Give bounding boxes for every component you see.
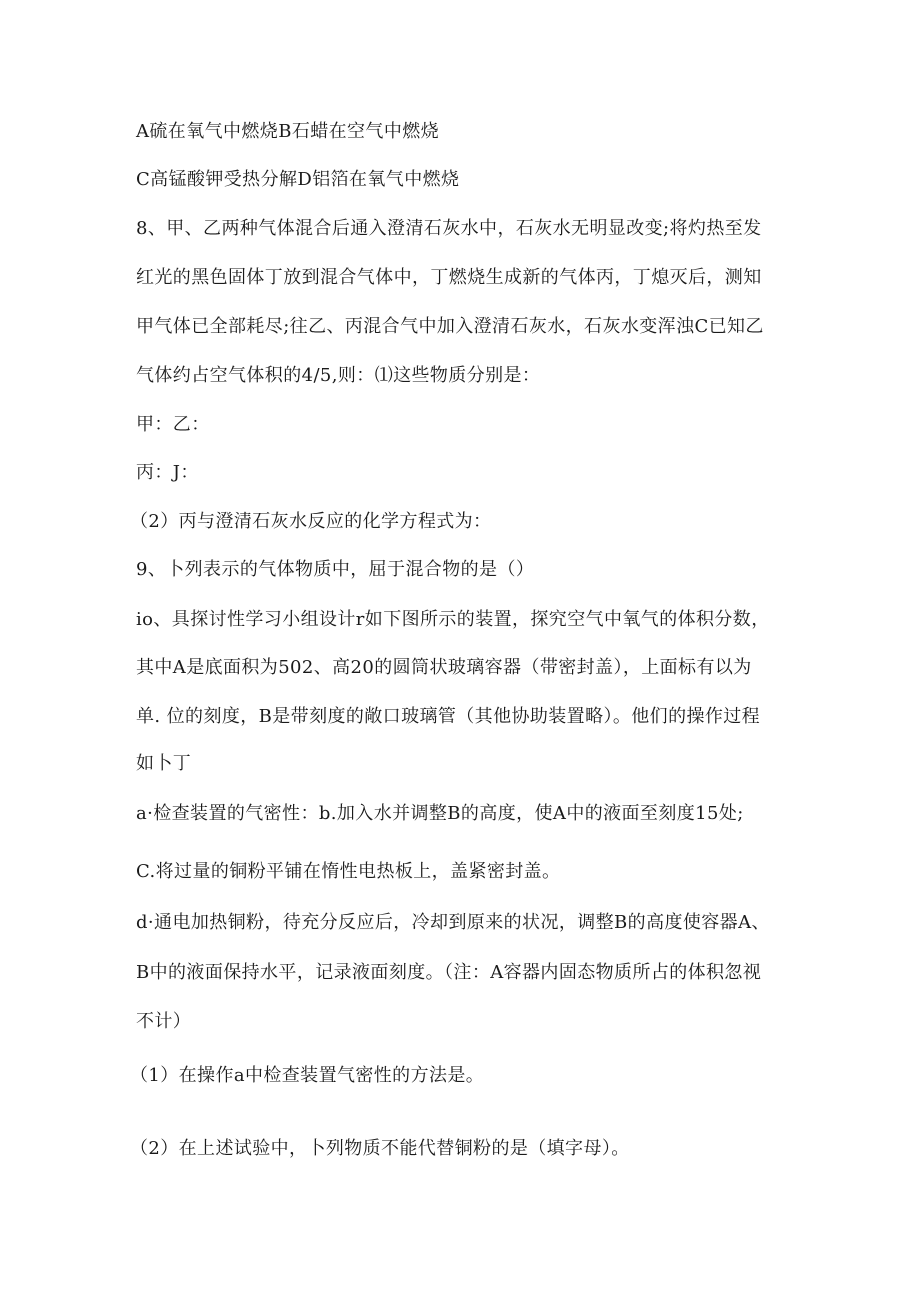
question-8-line-2: 红光的黑色固体丁放到混合气体中，丁燃烧生成新的气体丙，丁熄灭后，测知 <box>136 267 762 288</box>
question-8-line-4: 气体约占空气体积的4/5,则：⑴这些物质分别是： <box>136 365 541 386</box>
question-10-part-2: （2）在上述试验中，卜列物质不能代替铜粉的是（填字母）。 <box>130 1138 630 1159</box>
step-a-b: a·检查装置的气密性：b.加入水并调整B的高度，使A中的液面至刻度15处; <box>136 803 744 824</box>
answer-line-jia-yi: 甲：乙： <box>136 414 210 435</box>
question-10-line-3: 单. 位的刻度，B是带刻度的敞口玻璃管（其他协助装置略）。他们的操作过程 <box>136 706 761 727</box>
question-8-line-3: 甲气体已全部耗尽;往乙、丙混合气中加入澄清石灰水，石灰水变浑浊C已知乙 <box>136 316 764 337</box>
question-10-line-2: 其中A是底面积为502、高20的圆筒状玻璃容器（带密封盖），上面标有以为 <box>136 657 752 678</box>
step-d-line-1: d·通电加热铜粉，待充分反应后，冷却到原来的状况，调整B的高度使容器A、 <box>136 912 770 933</box>
option-line-ab: A硫在氧气中燃烧B石蜡在空气中燃烧 <box>136 121 440 142</box>
step-c: C.将过量的铜粉平铺在惰性电热板上，盖紧密封盖。 <box>136 861 561 882</box>
question-10-line-4: 如卜丁 <box>136 753 192 774</box>
question-9: 9、卜列表示的气体物质中，屈于混合物的是（） <box>136 559 535 580</box>
question-10-part-1: （1）在操作a中检查装置气密性的方法是。 <box>130 1065 485 1086</box>
question-10-line-1: io、具探讨性学习小组设计r如下图所示的装置，探究空气中氧气的体积分数， <box>136 609 770 630</box>
answer-line-bing-ding: 丙：J： <box>136 462 199 483</box>
step-d-line-2: B中的液面保持水平，记录液面刻度。（注：A容器内固态物质所占的体积忽视 <box>136 962 762 983</box>
question-8-line-1: 8、甲、乙两种气体混合后通入澄清石灰水中，石灰水无明显改变;将灼热至发 <box>136 218 762 239</box>
question-8-part-2: （2）丙与澄清石灰水反应的化学方程式为： <box>130 511 492 532</box>
step-d-line-3: 不计） <box>136 1011 192 1032</box>
option-line-cd: C高锰酸钾受热分解D铝箔在氧气中燃烧 <box>136 169 460 190</box>
